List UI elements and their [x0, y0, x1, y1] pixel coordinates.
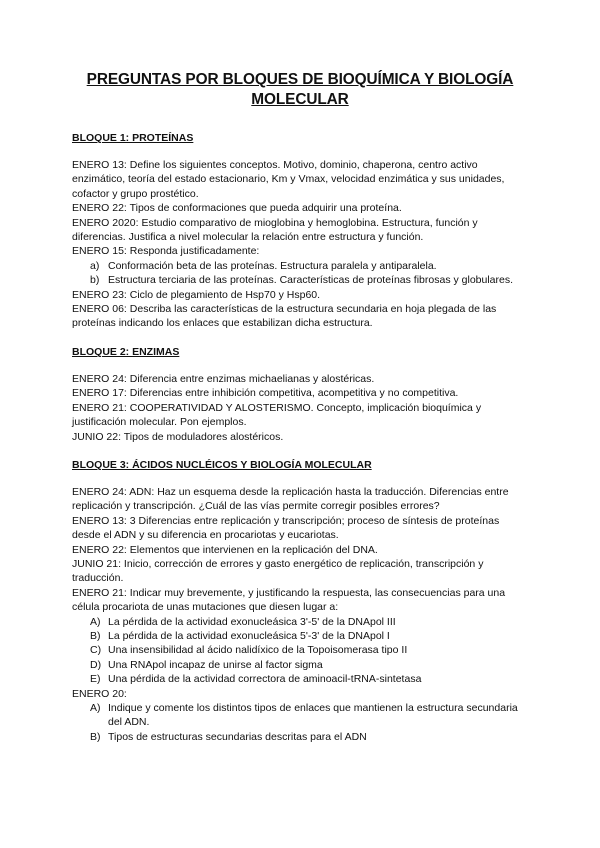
- question-entry: ENERO 13: Define los siguientes conceptos. Motivo, dominio, chaperona, centro activo enzimático, teoría del estado estacionario, Km y Vmax, velocidad enzimática y sus unidades, cofactor y grupo prostético.: [72, 159, 505, 200]
- sub-question-list: [72, 615, 528, 687]
- question-entry: ENERO 22: Elementos que intervienen en la replicación del DNA.: [72, 543, 378, 556]
- block-nucleic-acids: [72, 458, 528, 744]
- section-heading: BLOQUE 1: PROTEÍNAS: [72, 132, 194, 144]
- section-heading: BLOQUE 3: ÁCIDOS NUCLÉICOS Y BIOLOGÍA MOLECULAR: [72, 458, 372, 471]
- list-item: A) La pérdida de la actividad exonucleásica 3'-5' de la DNApol III: [90, 615, 396, 628]
- sub-question-list: [72, 259, 528, 288]
- list-item: B) Tipos de estructuras secundarias descritas para el ADN: [90, 730, 367, 743]
- question-entry: ENERO 17: Diferencias entre inhibición competitiva, acompetitiva y no competitiva.: [72, 387, 459, 400]
- list-item: A) Indique y comente los distintos tipos de enlaces que mantienen la estructura secundaria del ADN.: [90, 702, 518, 729]
- question-entry: JUNIO 22: Tipos de moduladores alostéricos.: [72, 430, 284, 443]
- question-entry: ENERO 22: Tipos de conformaciones que pueda adquirir una proteína.: [72, 202, 402, 215]
- document-page: [72, 70, 528, 744]
- question-entry: ENERO 06: Describa las características de la estructura secundaria en hoja plegada de las proteínas indicando los enlaces que estabilizan dicha estructura.: [72, 303, 497, 330]
- block-proteins: [72, 131, 528, 331]
- list-item: D) Una RNApol incapaz de unirse al factor sigma: [90, 658, 323, 671]
- question-entry: ENERO 21: Indicar muy brevemente, y justificando la respuesta, las consecuencias para una célula procariota de unas mutaciones que diesen lugar a:: [72, 586, 506, 614]
- question-entry: ENERO 13: 3 Diferencias entre replicación y transcripción; proceso de síntesis de proteínas desde el ADN y su diferencia en procariotas y eucariotas.: [72, 514, 500, 542]
- question-entry: ENERO 24: ADN: Haz un esquema desde la replicación hasta la traducción. Diferencias entre replicación y transcripción. ¿Cuál de las vías permite corregir posibles errores?: [72, 485, 509, 513]
- question-entry: JUNIO 21: Inicio, corrección de errores y gasto energético de replicación, transcripción y traducción.: [72, 557, 484, 585]
- question-entry: ENERO 20:: [72, 687, 127, 700]
- list-item: B) La pérdida de la actividad exonucleásica 5'-3' de la DNApol I: [90, 629, 390, 642]
- page-title: PREGUNTAS POR BLOQUES DE BIOQUÍMICA Y BIOLOGÍA MOLECULAR: [86, 71, 514, 108]
- question-entry: ENERO 24: Diferencia entre enzimas michaelianas y alostéricas.: [72, 372, 375, 385]
- block-enzymes: [72, 345, 528, 444]
- question-entry: ENERO 2020: Estudio comparativo de mioglobina y hemoglobina. Estructura, función y diferencias. Justifica a nivel molecular la relación entre estructura y función.: [72, 216, 478, 244]
- list-item: b) Estructura terciaria de las proteínas. Características de proteínas fibrosas y globulares.: [90, 274, 514, 287]
- section-heading: BLOQUE 2: ENZIMAS: [72, 345, 180, 358]
- question-entry: ENERO 21: COOPERATIVIDAD Y ALOSTERISMO. Concepto, implicación bioquímica y justificación molecular. Pon ejemplos.: [72, 401, 482, 429]
- question-entry: ENERO 15: Responda justificadamente:: [72, 245, 260, 258]
- list-item: a) Conformación beta de las proteínas. Estructura paralela y antiparalela.: [90, 259, 437, 272]
- list-item: C) Una insensibilidad al ácido nalidíxico de la Topoisomerasa tipo II: [90, 644, 408, 657]
- question-entry: ENERO 23: Ciclo de plegamiento de Hsp70 y Hsp60.: [72, 288, 321, 301]
- sub-question-list: [72, 701, 528, 744]
- list-item: E) Una pérdida de la actividad correctora de aminoacil-tRNA-sintetasa: [90, 673, 422, 686]
